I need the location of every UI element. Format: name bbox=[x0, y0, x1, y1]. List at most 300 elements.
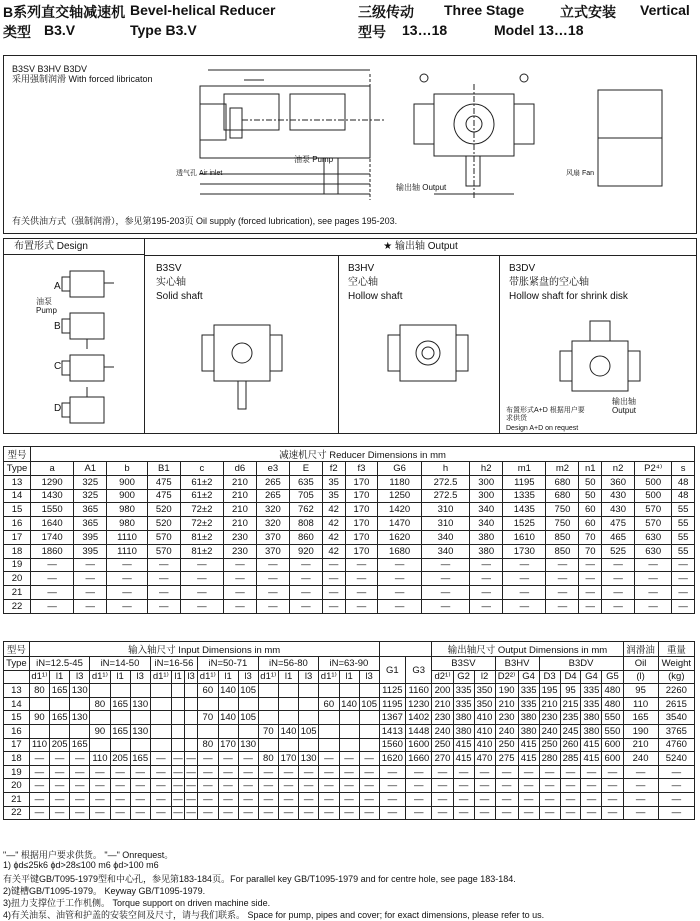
table-cell: — bbox=[421, 572, 469, 586]
table-cell: — bbox=[421, 599, 469, 613]
table-cell: 1367 bbox=[379, 711, 405, 725]
fan-label: 风扇 Fan bbox=[566, 170, 595, 177]
table-cell: 60 bbox=[579, 517, 602, 531]
type-en: Type B3.V bbox=[130, 22, 197, 38]
table-cell: — bbox=[406, 779, 432, 793]
input-heading: 输入轴尺寸 Input Dimensions in mm bbox=[29, 642, 379, 657]
table-cell: — bbox=[238, 779, 258, 793]
table-cell: — bbox=[359, 765, 379, 779]
table-cell: — bbox=[658, 792, 694, 806]
table-cell: — bbox=[110, 792, 130, 806]
input-sub-header: l3 bbox=[299, 670, 319, 684]
oil-header-en: Oil bbox=[623, 657, 658, 671]
table-cell bbox=[90, 711, 110, 725]
oil-unit: (l) bbox=[623, 670, 658, 684]
table-cell: — bbox=[322, 586, 345, 600]
table-cell: 90 bbox=[90, 724, 110, 738]
b3sv-code: B3SV bbox=[156, 263, 182, 274]
ratio-group-header: iN=56-80 bbox=[258, 657, 319, 671]
table-cell: 95 bbox=[560, 684, 581, 698]
table-cell: — bbox=[186, 780, 196, 792]
stage-en: Three Stage bbox=[444, 2, 525, 18]
title-cn: B系列直交轴减速机 bbox=[3, 4, 126, 20]
table-cell: 630 bbox=[635, 544, 672, 558]
table-cell: 470 bbox=[474, 752, 495, 766]
reducer-col-header: f3 bbox=[345, 462, 378, 476]
input-sub-header: l3 bbox=[130, 670, 150, 684]
table-cell: — bbox=[546, 572, 579, 586]
table-cell: 1290 bbox=[31, 475, 74, 489]
table-cell bbox=[172, 724, 185, 738]
table-cell bbox=[299, 738, 319, 752]
table-cell: — bbox=[379, 792, 405, 806]
table-cell: 325 bbox=[74, 489, 107, 503]
table-cell bbox=[299, 697, 319, 711]
table-cell: — bbox=[180, 558, 223, 572]
table-cell: 50 bbox=[579, 489, 602, 503]
table-cell: 90 bbox=[29, 711, 49, 725]
table-cell bbox=[70, 697, 90, 711]
table-cell bbox=[29, 724, 49, 738]
table-cell: — bbox=[672, 572, 695, 586]
table-cell bbox=[279, 684, 299, 698]
table-cell: — bbox=[258, 792, 278, 806]
table-cell: 21 bbox=[4, 792, 30, 806]
type-header bbox=[4, 447, 31, 462]
table-cell: — bbox=[602, 779, 623, 793]
table-cell: 130 bbox=[238, 738, 258, 752]
g-blank bbox=[379, 642, 432, 657]
table-cell: — bbox=[198, 752, 218, 766]
table-cell bbox=[70, 724, 90, 738]
table-cell: 3540 bbox=[658, 711, 694, 725]
reducer-drawing-svg bbox=[4, 60, 694, 210]
table-cell: — bbox=[581, 765, 602, 779]
table-cell: — bbox=[623, 779, 658, 793]
table-cell: — bbox=[110, 779, 130, 793]
output-sub-header: d2¹⁾ bbox=[432, 670, 453, 684]
output-label: 输出轴 Output bbox=[396, 183, 447, 192]
table-cell bbox=[130, 711, 150, 725]
table-cell: — bbox=[147, 599, 180, 613]
table-cell: 1640 bbox=[31, 517, 74, 531]
footnote: 4)有关油泵、油管和护盖的安装空间及尺寸，请与我们联系。 Space for pump, pipes and cover; for exact dimensions, please refer to us. bbox=[3, 910, 545, 920]
table-cell: — bbox=[279, 806, 299, 820]
weight-unit: (kg) bbox=[658, 670, 694, 684]
table-cell: 210 bbox=[223, 503, 256, 517]
table-cell: — bbox=[470, 599, 503, 613]
table-cell: — bbox=[29, 779, 49, 793]
table-cell: — bbox=[470, 572, 503, 586]
table-cell: — bbox=[147, 572, 180, 586]
table-cell: 2615 bbox=[658, 697, 694, 711]
table-cell: — bbox=[289, 599, 322, 613]
table-cell: 165 bbox=[130, 752, 150, 766]
table-cell: 42 bbox=[322, 517, 345, 531]
table-cell: — bbox=[50, 779, 70, 793]
table-cell: — bbox=[31, 572, 74, 586]
table-cell: — bbox=[70, 765, 90, 779]
table-cell bbox=[130, 738, 150, 752]
table-cell: — bbox=[359, 752, 379, 766]
table-cell: — bbox=[623, 765, 658, 779]
reducer-col-header: c bbox=[180, 462, 223, 476]
table-cell: — bbox=[173, 752, 183, 764]
table-row bbox=[4, 806, 695, 820]
table-cell: 860 bbox=[289, 530, 322, 544]
table-cell: — bbox=[453, 765, 474, 779]
table-cell bbox=[258, 711, 278, 725]
table-cell: 1195 bbox=[379, 697, 405, 711]
table-cell: — bbox=[339, 779, 359, 793]
table-cell bbox=[110, 738, 130, 752]
reducer-col-header: m1 bbox=[503, 462, 546, 476]
table-cell: 110 bbox=[623, 697, 658, 711]
table-cell bbox=[185, 684, 198, 698]
table-cell: 750 bbox=[546, 503, 579, 517]
table-row bbox=[4, 724, 695, 738]
table-cell: 170 bbox=[345, 530, 378, 544]
table-cell: 850 bbox=[546, 544, 579, 558]
table-cell: 1600 bbox=[406, 738, 432, 752]
table-cell: — bbox=[579, 572, 602, 586]
table-cell: 230 bbox=[495, 711, 518, 725]
table-cell: 680 bbox=[546, 475, 579, 489]
table-cell: — bbox=[70, 779, 90, 793]
table-cell: 105 bbox=[299, 724, 319, 738]
table-cell: — bbox=[503, 586, 546, 600]
design-arrangement-svg bbox=[4, 257, 144, 433]
table-cell: — bbox=[90, 792, 110, 806]
table-cell: — bbox=[560, 806, 581, 820]
table-cell: 81±2 bbox=[180, 530, 223, 544]
table-cell: — bbox=[503, 572, 546, 586]
table-cell: 170 bbox=[345, 544, 378, 558]
table-cell: 350 bbox=[474, 684, 495, 698]
input-sub-header: l1 bbox=[339, 670, 359, 684]
table-cell: — bbox=[299, 792, 319, 806]
table-cell: 55 bbox=[672, 517, 695, 531]
table-cell: — bbox=[406, 792, 432, 806]
b3sv-body bbox=[214, 325, 270, 381]
table-cell: 16 bbox=[4, 724, 30, 738]
table-cell: — bbox=[432, 779, 453, 793]
table-cell: — bbox=[180, 599, 223, 613]
table-cell: — bbox=[495, 792, 518, 806]
table-cell: 55 bbox=[672, 544, 695, 558]
table-cell: — bbox=[29, 752, 49, 766]
table-cell: 70 bbox=[579, 530, 602, 544]
table-cell: 300 bbox=[470, 489, 503, 503]
table-cell bbox=[359, 738, 379, 752]
table-cell: 270 bbox=[432, 752, 453, 766]
table-cell: 230 bbox=[223, 530, 256, 544]
table-cell: — bbox=[74, 558, 107, 572]
table-cell: 165 bbox=[110, 697, 130, 711]
table-cell: 130 bbox=[299, 752, 319, 766]
type-header-en: Type bbox=[4, 657, 30, 671]
table-cell: — bbox=[539, 806, 560, 820]
reducer-col-header: a bbox=[31, 462, 74, 476]
reducer-col-header: f2 bbox=[322, 462, 345, 476]
model-cn: 型号 bbox=[358, 24, 386, 40]
table-cell: — bbox=[223, 558, 256, 572]
footnote: 3)扭力支撑位于工作机侧。 Torque support on driven machine side. bbox=[3, 898, 271, 908]
table-cell: — bbox=[470, 558, 503, 572]
output-sub-header: G5 bbox=[602, 670, 623, 684]
table-cell bbox=[172, 738, 185, 752]
table-cell: — bbox=[31, 586, 74, 600]
table-cell: 72±2 bbox=[180, 503, 223, 517]
table-cell: — bbox=[635, 599, 672, 613]
table-cell: 17 bbox=[4, 530, 31, 544]
input-sub-header: l3 bbox=[238, 670, 258, 684]
table-cell: 240 bbox=[539, 724, 560, 738]
table-cell: 130 bbox=[130, 697, 150, 711]
table-cell: — bbox=[658, 765, 694, 779]
table-cell: 350 bbox=[474, 697, 495, 711]
table-cell: 250 bbox=[539, 738, 560, 752]
table-cell: 190 bbox=[623, 724, 658, 738]
table-cell: — bbox=[658, 806, 694, 820]
table-cell: 1448 bbox=[406, 724, 432, 738]
reducer-dimensions-table bbox=[3, 446, 695, 614]
table-cell bbox=[339, 724, 359, 738]
table-cell: — bbox=[50, 806, 70, 820]
table-cell bbox=[150, 724, 171, 738]
table-cell: 140 bbox=[279, 724, 299, 738]
table-cell bbox=[258, 697, 278, 711]
table-cell: 110 bbox=[29, 738, 49, 752]
model-range: 13…18 bbox=[402, 22, 448, 38]
design-position-d: D bbox=[54, 403, 62, 414]
table-cell: 415 bbox=[518, 738, 539, 752]
table-cell: 205 bbox=[50, 738, 70, 752]
b3dv-cn: 带胀紧盘的空心轴 bbox=[509, 277, 589, 288]
table-cell: 285 bbox=[560, 752, 581, 766]
table-cell: — bbox=[70, 792, 90, 806]
table-cell: — bbox=[258, 765, 278, 779]
table-cell: — bbox=[90, 779, 110, 793]
table-cell: — bbox=[453, 792, 474, 806]
table-row bbox=[4, 765, 695, 779]
table-cell: 18 bbox=[4, 544, 31, 558]
table-cell: — bbox=[198, 806, 218, 820]
table-cell: 210 bbox=[539, 697, 560, 711]
b3dv-en: Hollow shaft for shrink disk bbox=[509, 291, 628, 302]
table-row bbox=[4, 503, 695, 517]
table-cell: — bbox=[29, 765, 49, 779]
reducer-col-header: d6 bbox=[223, 462, 256, 476]
table-cell: 14 bbox=[4, 489, 31, 503]
table-cell: 230 bbox=[432, 711, 453, 725]
table-cell: — bbox=[581, 792, 602, 806]
table-cell bbox=[198, 697, 218, 711]
output-sub-header: G2 bbox=[453, 670, 474, 684]
table-cell: — bbox=[581, 806, 602, 820]
table-cell: 165 bbox=[623, 711, 658, 725]
input-sub-header: d1¹⁾ bbox=[29, 670, 49, 684]
table-cell: — bbox=[50, 752, 70, 766]
table-row bbox=[4, 684, 695, 698]
table-row bbox=[4, 586, 695, 600]
table-cell bbox=[172, 697, 185, 711]
table-cell: 280 bbox=[539, 752, 560, 766]
table-cell: 395 bbox=[74, 530, 107, 544]
table-cell: — bbox=[90, 765, 110, 779]
table-cell: 570 bbox=[147, 530, 180, 544]
table-cell: — bbox=[74, 599, 107, 613]
table-cell: 1435 bbox=[503, 503, 546, 517]
table-row bbox=[4, 489, 695, 503]
table-row bbox=[4, 752, 695, 766]
table-cell: 600 bbox=[602, 738, 623, 752]
table-cell: — bbox=[339, 806, 359, 820]
b3hv-body bbox=[400, 325, 456, 381]
table-cell: 130 bbox=[70, 711, 90, 725]
table-cell bbox=[339, 711, 359, 725]
table-cell: — bbox=[546, 599, 579, 613]
table-cell: 410 bbox=[474, 711, 495, 725]
reducer-col-header: A1 bbox=[74, 462, 107, 476]
table-cell: 5240 bbox=[658, 752, 694, 766]
request-note-cn: 布置形式A+D 根据用户要求供货 bbox=[506, 407, 585, 422]
table-cell: 230 bbox=[223, 544, 256, 558]
table-cell: — bbox=[503, 599, 546, 613]
table-cell: 1620 bbox=[379, 752, 405, 766]
table-cell: — bbox=[70, 752, 90, 766]
table-cell bbox=[172, 711, 185, 725]
table-row bbox=[4, 599, 695, 613]
out-group-header: B3HV bbox=[495, 657, 539, 671]
table-cell: — bbox=[31, 558, 74, 572]
table-cell: 300 bbox=[470, 475, 503, 489]
table-cell: 380 bbox=[453, 724, 474, 738]
table-cell bbox=[50, 724, 70, 738]
table-cell: 105 bbox=[359, 697, 379, 711]
table-cell: 1550 bbox=[31, 503, 74, 517]
table-cell bbox=[339, 738, 359, 752]
ratio-group-header: iN=14-50 bbox=[90, 657, 151, 671]
table-cell: 480 bbox=[602, 684, 623, 698]
table-cell: — bbox=[70, 806, 90, 820]
footnote: "—" 根据用户要求供货。 "—" Onrequest。 bbox=[3, 850, 174, 860]
table-cell bbox=[90, 738, 110, 752]
table-cell: — bbox=[518, 779, 539, 793]
table-cell: — bbox=[186, 793, 196, 805]
table-cell: — bbox=[50, 792, 70, 806]
table-cell: — bbox=[319, 792, 339, 806]
table-cell bbox=[238, 724, 258, 738]
table-cell: 365 bbox=[74, 517, 107, 531]
table-cell: — bbox=[130, 806, 150, 820]
io-type-header-cn: 型号 bbox=[6, 645, 26, 656]
table-cell: — bbox=[238, 806, 258, 820]
table-cell: — bbox=[602, 586, 635, 600]
table-cell: 335 bbox=[581, 684, 602, 698]
table-cell: — bbox=[453, 779, 474, 793]
reducer-col-header: e3 bbox=[256, 462, 289, 476]
table-cell: 195 bbox=[539, 684, 560, 698]
b3dv-code: B3DV bbox=[509, 263, 536, 274]
table-cell: 980 bbox=[107, 503, 148, 517]
table-cell: 210 bbox=[223, 517, 256, 531]
output-sub-header: D4 bbox=[560, 670, 581, 684]
table-cell: 920 bbox=[289, 544, 322, 558]
table-cell: — bbox=[256, 586, 289, 600]
table-cell: 475 bbox=[147, 489, 180, 503]
table-cell: 340 bbox=[470, 503, 503, 517]
table-row bbox=[4, 558, 695, 572]
table-cell: 550 bbox=[602, 724, 623, 738]
table-cell bbox=[299, 684, 319, 698]
table-row bbox=[4, 544, 695, 558]
table-cell: — bbox=[150, 792, 171, 806]
table-cell: — bbox=[299, 765, 319, 779]
table-cell: 335 bbox=[453, 684, 474, 698]
model-en: Model 13…18 bbox=[494, 22, 584, 38]
b3hv-cn: 空心轴 bbox=[348, 277, 378, 288]
table-cell: 380 bbox=[518, 724, 539, 738]
table-cell: — bbox=[186, 807, 196, 819]
table-cell: 808 bbox=[289, 517, 322, 531]
table-cell: — bbox=[345, 558, 378, 572]
table-cell: — bbox=[322, 558, 345, 572]
table-cell: 750 bbox=[546, 517, 579, 531]
table-cell: — bbox=[378, 586, 421, 600]
table-cell: 170 bbox=[345, 489, 378, 503]
table-cell: — bbox=[238, 765, 258, 779]
table-cell: 13 bbox=[4, 475, 31, 489]
out-group-header: B3SV bbox=[432, 657, 495, 671]
table-cell: 335 bbox=[518, 697, 539, 711]
type-cn: 类型 bbox=[3, 24, 31, 40]
table-cell: — bbox=[29, 806, 49, 820]
table-cell: — bbox=[319, 765, 339, 779]
table-cell: — bbox=[74, 586, 107, 600]
table-cell: — bbox=[186, 752, 196, 764]
table-cell: 250 bbox=[432, 738, 453, 752]
table-cell: — bbox=[474, 765, 495, 779]
table-cell: — bbox=[602, 792, 623, 806]
table-cell bbox=[319, 711, 339, 725]
mount-cn: 立式安装 bbox=[560, 4, 616, 20]
table-cell: 22 bbox=[4, 806, 30, 820]
table-cell: 1740 bbox=[31, 530, 74, 544]
table-cell: 140 bbox=[218, 711, 238, 725]
table-cell bbox=[110, 711, 130, 725]
table-cell: 340 bbox=[421, 544, 469, 558]
table-cell bbox=[130, 684, 150, 698]
table-cell: — bbox=[90, 806, 110, 820]
table-cell: 1335 bbox=[503, 489, 546, 503]
table-cell: 235 bbox=[560, 711, 581, 725]
table-cell: 430 bbox=[602, 489, 635, 503]
table-cell: 570 bbox=[635, 517, 672, 531]
output-sub-header: D2²⁾ bbox=[495, 670, 518, 684]
table-cell: 61±2 bbox=[180, 475, 223, 489]
table-cell: 272.5 bbox=[421, 475, 469, 489]
table-cell: 230 bbox=[539, 711, 560, 725]
reducer-group-heading: 减速机尺寸 Reducer Dimensions in mm bbox=[31, 447, 695, 462]
design-position-a: A bbox=[54, 281, 61, 292]
table-cell: 370 bbox=[256, 544, 289, 558]
table-cell: 240 bbox=[432, 724, 453, 738]
table-cell: — bbox=[345, 599, 378, 613]
table-cell: — bbox=[579, 586, 602, 600]
table-cell: — bbox=[198, 792, 218, 806]
table-cell: 19 bbox=[4, 558, 31, 572]
